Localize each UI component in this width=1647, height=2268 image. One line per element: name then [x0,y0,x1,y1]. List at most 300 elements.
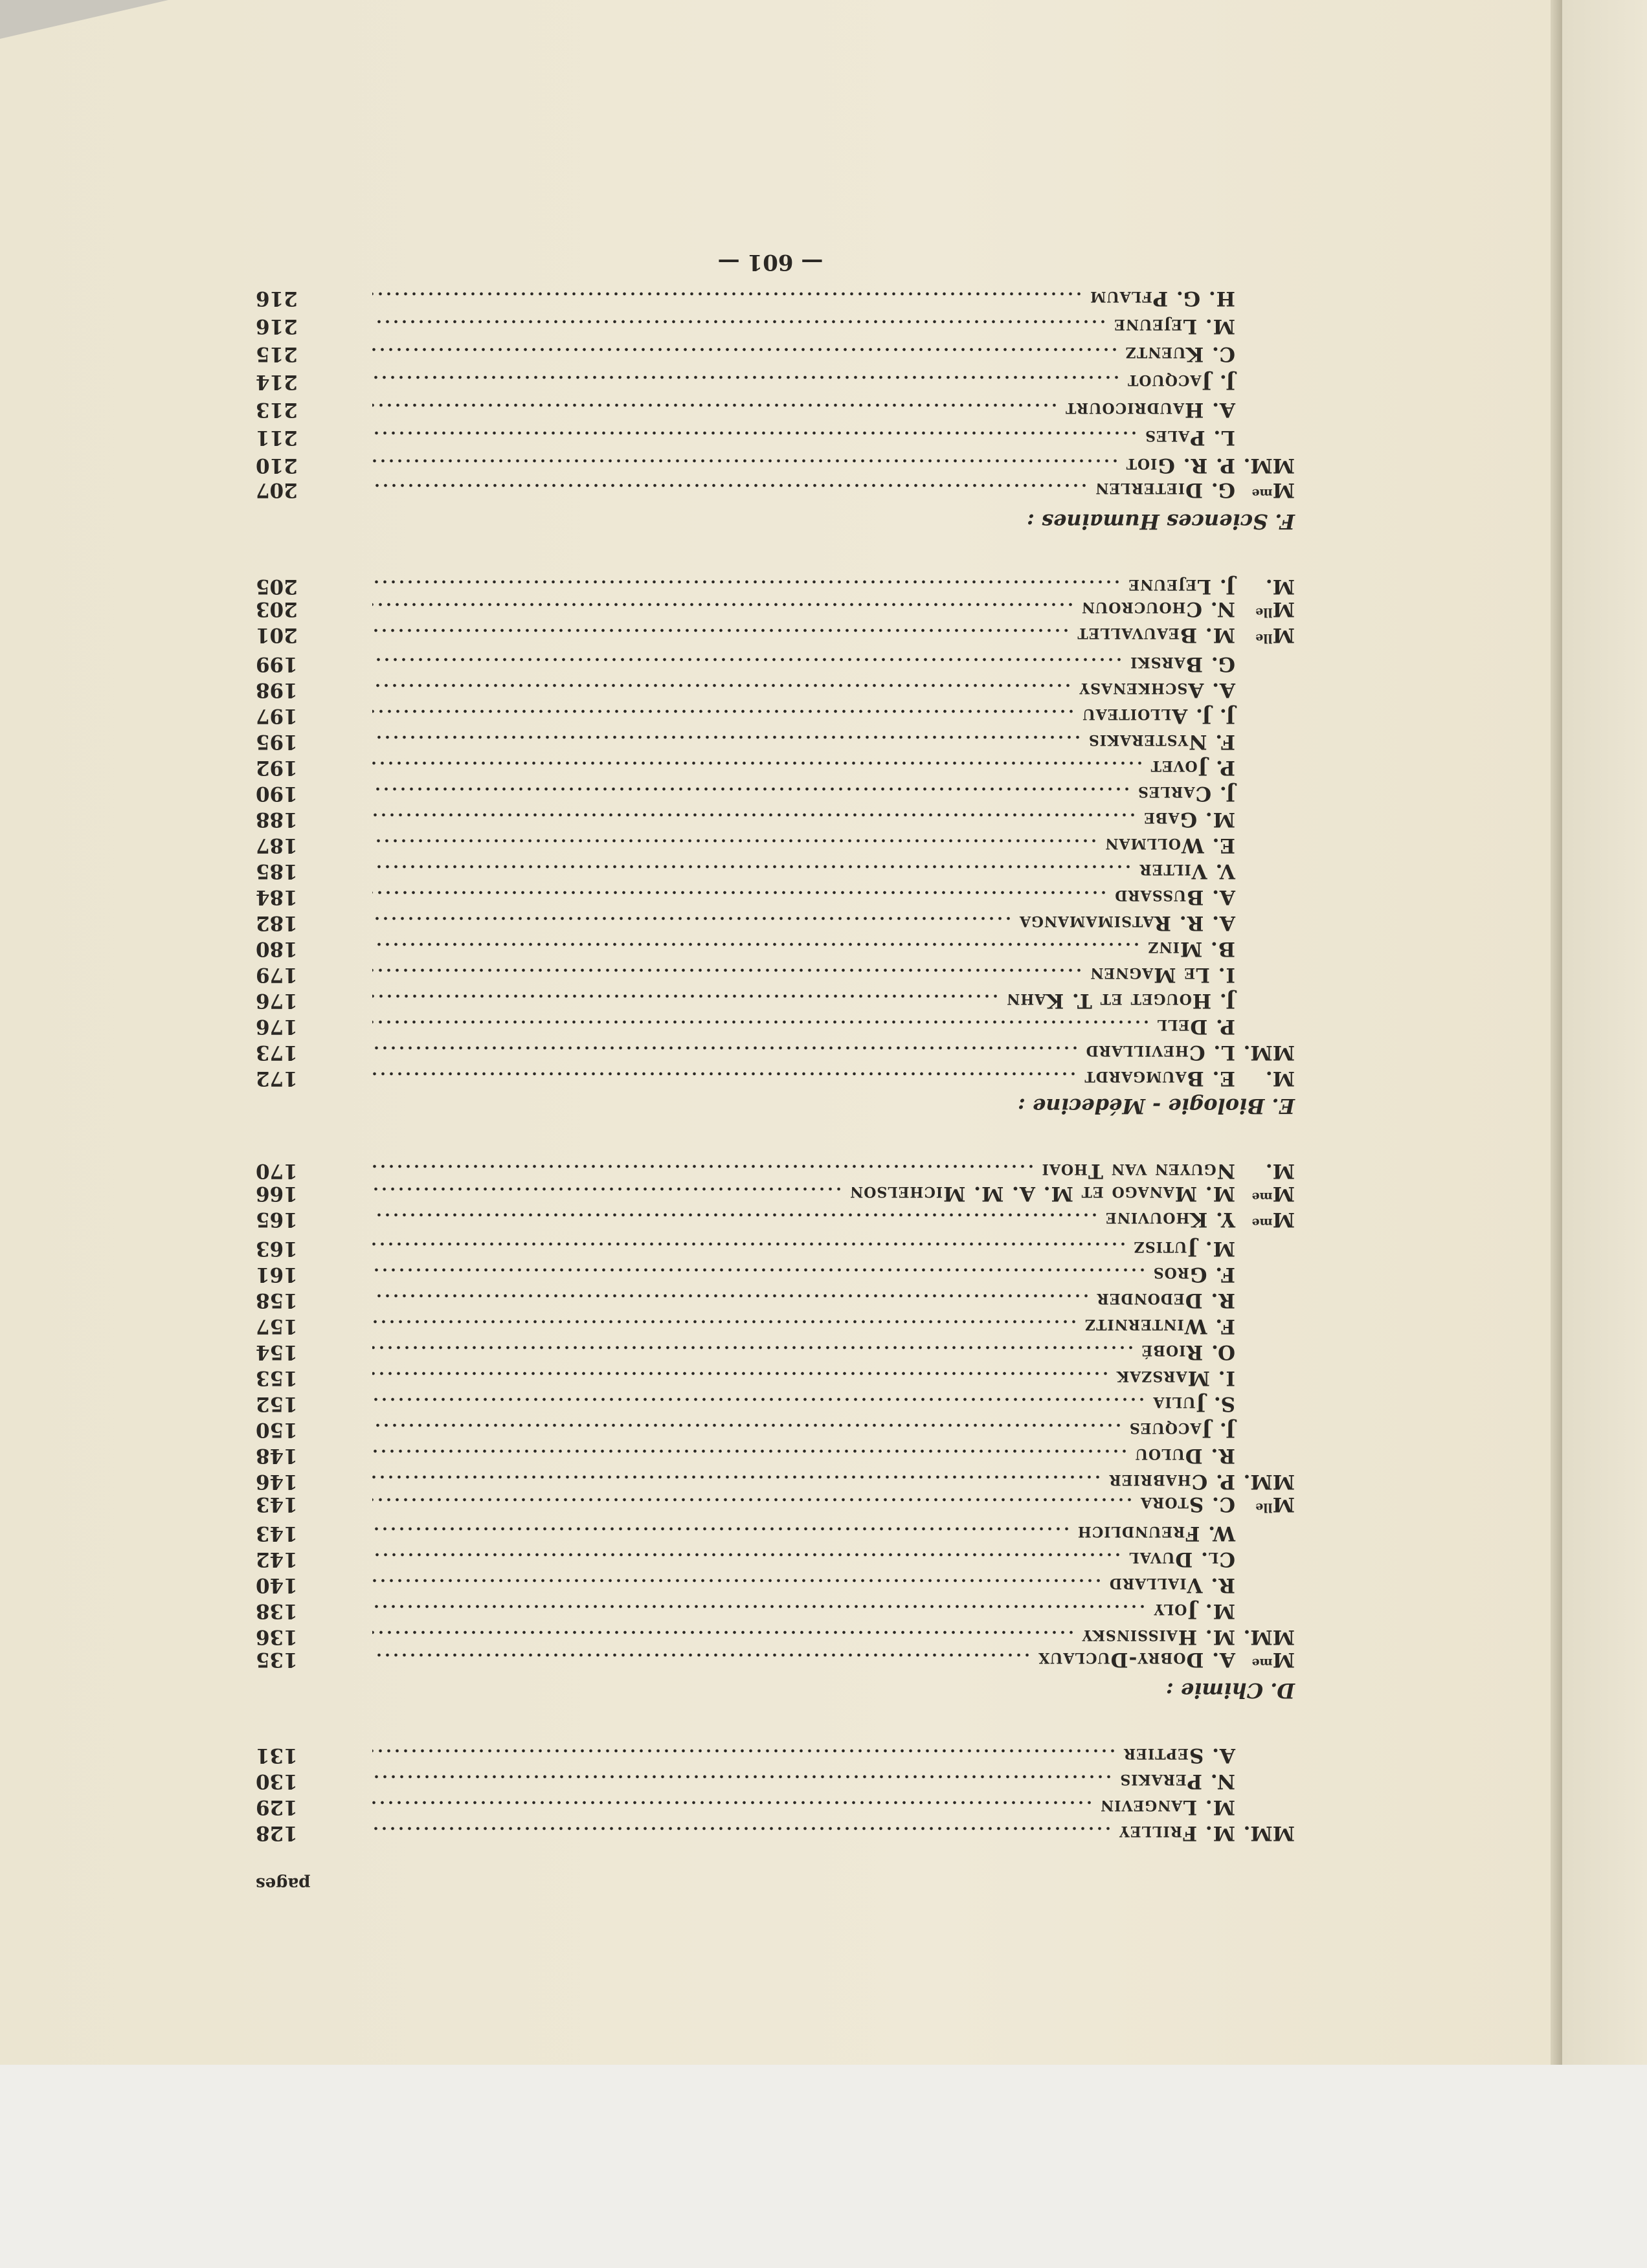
entry-title-prefix [1235,476,1295,507]
entry-title-prefix [1235,596,1295,625]
dot-leader [372,1630,1075,1634]
entry-text [366,1520,1295,1546]
page-reference: 216 [256,315,298,338]
section-header: D. Chimie : [1165,1678,1295,1703]
page-reference: 154 [256,1340,298,1364]
entry-title-prefix [1235,451,1295,479]
author-name: P. Jovet [1150,756,1235,779]
author-name: C. Kuentz [1125,342,1235,366]
author-name: N. Choucroun [1081,597,1235,621]
entry-text [366,423,1295,451]
toc-entry [246,573,1295,599]
page-reference: 170 [256,1159,298,1183]
page-reference: 187 [256,834,298,857]
page-reference: 143 [256,1493,298,1516]
entry-text [366,858,1295,884]
dot-leader [372,1423,1123,1427]
dot-leader [372,1072,1077,1076]
entry-text [366,1391,1295,1417]
entry-title-prefix [1235,1158,1295,1184]
author-name: C. Stora [1140,1493,1235,1516]
author-name: M. Jutisz [1133,1237,1235,1260]
table-of-contents [246,239,1295,1896]
toc-entry [246,395,1295,423]
page-reference: 184 [256,885,298,909]
prefix-text: M [1272,597,1295,621]
page-reference: 180 [256,937,298,961]
page-reference: 143 [256,1522,298,1545]
author-name: I. Le Magnen [1090,963,1235,986]
author-name: A. R. Ratsimamanga [1019,911,1235,935]
section-biologie-medecine [246,573,1295,1120]
toc-entry [246,755,1295,781]
dot-leader [372,865,1132,869]
author-name: M. Haissinsky [1081,1625,1235,1649]
dot-leader [372,968,1083,972]
author-name: Cl. Duval [1128,1548,1235,1571]
toc-entry [246,1572,1295,1598]
entry-text [366,1236,1295,1262]
author-name: M. Joly [1153,1599,1235,1623]
author-name: R. Dedonder [1096,1289,1235,1312]
entry-text [366,936,1295,962]
entry-text [366,340,1295,368]
entry-title-prefix [1235,1624,1295,1650]
toc-entry [246,729,1295,755]
dot-leader [372,459,1119,463]
toc-entry [246,1443,1295,1469]
dot-leader [372,348,1119,351]
dot-leader [372,1775,1113,1779]
entry-text [366,651,1295,677]
entry-text [366,284,1295,312]
toc-entry [246,1546,1295,1572]
toc-entry [246,1365,1295,1391]
toc-entry [246,1520,1295,1546]
entry-text [366,729,1295,755]
entry-text [366,1546,1295,1572]
dot-leader [372,684,1072,687]
page-reference: 135 [256,1648,298,1671]
author-name: R. Viallard [1108,1573,1235,1597]
toc-entry [246,1065,1295,1091]
dot-leader [372,431,1138,435]
author-name: L. Chevillard [1085,1041,1235,1064]
adjacent-page [1562,0,1647,2065]
page-reference: 214 [256,370,298,394]
author-name: J. Jacquot [1127,370,1235,394]
author-name: S. Julia [1152,1392,1235,1416]
page-reference: 188 [256,808,298,831]
author-name: A. Aschkenasy [1079,678,1235,702]
dot-leader [372,580,1121,584]
toc-entry [246,1495,1295,1520]
prefix-text: MM. [1243,1041,1295,1064]
page-reference: 190 [256,782,298,805]
dot-leader [372,1164,1035,1168]
entry-text [366,1768,1295,1794]
dot-leader [372,813,1137,817]
dot-leader [372,1046,1079,1050]
author-name: F. Nysterakis [1088,730,1235,753]
entry-title-prefix [1235,622,1295,651]
author-name: Nguyen van Thoai [1041,1159,1235,1183]
entry-title-prefix [1235,1206,1295,1236]
page-reference: 153 [256,1366,298,1390]
author-name: F. Winternitz [1084,1315,1235,1338]
author-name: A. Dobry-Duclaux [1038,1648,1235,1671]
prefix-text: MM. [1243,1470,1295,1493]
page-reference: 163 [256,1237,298,1260]
toc-entry [246,1313,1295,1339]
entry-text [366,884,1295,910]
entry-text [366,1287,1295,1313]
dot-leader [372,787,1131,791]
page-reference: 185 [256,860,298,883]
dot-leader [372,628,1070,632]
page-reference: 205 [256,575,298,598]
page-reference: 201 [256,623,298,647]
author-name: M. Langevin [1100,1796,1235,1819]
author-name: E. Wollman [1104,834,1235,857]
page-reference: 158 [256,1289,298,1312]
entry-text [366,910,1295,936]
toc-entry [246,832,1295,858]
toc-entry [246,284,1295,312]
author-name: L. Pales [1145,426,1235,449]
entry-text [366,1181,1295,1210]
page-reference: 207 [256,478,298,502]
toc-entry [246,910,1295,936]
page-reference: 211 [256,426,298,449]
entry-text [366,1443,1295,1469]
toc-entry [246,936,1295,962]
author-name: B. Minz [1147,937,1235,961]
entry-title-prefix [1235,1647,1295,1676]
dot-leader [372,603,1075,606]
author-name: I. Marszak [1116,1366,1235,1390]
page-reference: 142 [256,1548,298,1571]
author-name: V. Vilter [1139,860,1235,883]
author-name: A. Septier [1123,1744,1235,1767]
page-reference: 182 [256,911,298,935]
toc-entry [246,677,1295,703]
author-name: G. Barski [1130,652,1235,676]
toc-entry [246,962,1295,988]
scanner-background [0,2065,1647,2268]
dot-leader [372,292,1083,296]
section-physique-continued [246,1742,1295,1846]
author-name: J. J. Alloiteau [1082,704,1235,728]
prefix-superscript: me [1251,1656,1273,1670]
entry-title-prefix [1235,1040,1295,1065]
page-reference: 140 [256,1573,298,1597]
dot-leader [372,1346,1135,1350]
toc-entry [246,625,1295,651]
entry-text [366,395,1295,423]
toc-entry [246,312,1295,340]
entry-text [366,1572,1295,1598]
dot-leader [372,761,1144,765]
toc-entry [246,1598,1295,1624]
dot-leader [372,1653,1031,1657]
toc-entry [246,1650,1295,1676]
page-reference: 138 [256,1599,298,1623]
toc-entry [246,1184,1295,1210]
toc-entry [246,1040,1295,1065]
entry-title-prefix [1235,1820,1295,1846]
section-header: F. Sciences Humaines : [1027,509,1295,534]
toc-entry [246,651,1295,677]
author-name: J. Houget et T. Kahn [1006,989,1235,1012]
toc-entry [246,1820,1295,1846]
author-name: A. Bussard [1114,885,1235,909]
prefix-text: M. [1265,1067,1295,1090]
section-header: E. Biologie - Médecine : [1018,1094,1295,1118]
author-name: P. R. Giot [1125,454,1235,477]
page-reference: 203 [256,597,298,621]
toc-entry [246,423,1295,451]
toc-entry [246,703,1295,729]
prefix-text: M [1272,1182,1295,1205]
entry-text [366,368,1295,395]
entry-text [366,988,1295,1014]
dot-leader [372,403,1059,407]
toc-entry [246,1287,1295,1313]
toc-entry [246,368,1295,395]
author-name: N. Perakis [1119,1770,1235,1793]
page-reference: 192 [256,756,298,779]
prefix-superscript: lle [1255,1500,1273,1515]
prefix-text: M. [1265,575,1295,598]
author-name: A. Haudricourt [1065,398,1235,421]
page-reference: 129 [256,1796,298,1819]
section-chimie [246,1158,1295,1705]
dot-leader [372,1242,1127,1246]
entry-text [366,622,1295,651]
author-name: J. Carles [1137,782,1235,805]
page-reference: 197 [256,704,298,728]
sections [246,284,1295,1846]
prefix-text: M [1272,1493,1295,1516]
dot-leader [372,1801,1093,1805]
prefix-superscript: lle [1255,605,1273,619]
page-reference: 136 [256,1625,298,1649]
entry-text [366,1040,1295,1065]
entry-title-prefix [1235,1181,1295,1210]
entry-text [366,1313,1295,1339]
entry-text [366,1014,1295,1040]
dot-leader [372,1827,1112,1830]
entry-text [366,312,1295,340]
author-name: J. Jacques [1128,1418,1235,1441]
page-reference: 152 [256,1392,298,1416]
author-name: J. Lejeune [1128,575,1235,598]
entry-text [366,451,1295,479]
author-name: M. Beauvallet [1077,623,1235,647]
pages-column-label: pages [256,1874,311,1893]
toc-entry [246,1236,1295,1262]
author-name: P. Chabrier [1108,1470,1235,1493]
page-reference: 131 [256,1744,298,1767]
entry-text [366,1065,1295,1091]
toc-entry [246,1742,1295,1768]
toc-entry [246,988,1295,1014]
page-reference: 165 [256,1208,298,1231]
author-name: F. Gros [1152,1263,1235,1286]
entry-title-prefix [1235,573,1295,599]
author-name: W. Freundlich [1077,1522,1235,1545]
author-name: O. Riobé [1141,1340,1235,1364]
section-sciences-humaines [246,284,1295,536]
author-name: M. Frilley [1119,1821,1235,1845]
dot-leader [372,1213,1099,1217]
page-number: — 601 — [717,249,824,275]
page-reference: 215 [256,342,298,366]
dot-leader [372,1294,1090,1298]
entry-text [366,962,1295,988]
entry-text [366,806,1295,832]
entry-text [366,476,1295,507]
entry-title-prefix [1235,1491,1295,1520]
toc-entry [246,884,1295,910]
page-reference: 198 [256,678,298,702]
entry-text [366,1491,1295,1520]
dot-leader [372,1268,1147,1272]
entry-title-prefix [1235,1065,1295,1091]
dot-leader [372,1397,1146,1401]
prefix-text: M [1272,1648,1295,1671]
dot-leader [372,839,1098,843]
author-name: H. G. Pflaum [1090,287,1235,310]
dot-leader [372,1527,1071,1531]
dot-leader [372,1020,1150,1024]
dot-leader [372,1475,1102,1479]
author-name: E. Baumgardt [1084,1067,1235,1090]
prefix-text: MM. [1243,1821,1295,1845]
page-reference: 166 [256,1182,298,1205]
toc-entry [246,451,1295,479]
dot-leader [372,1449,1128,1453]
toc-entry [246,1014,1295,1040]
prefix-text: M. [1265,1159,1295,1183]
author-name: M. Gabe [1143,808,1235,831]
author-name: M. Manago et M. A. M. Michelson [849,1182,1235,1205]
toc-entry [246,1158,1295,1184]
entry-title-prefix [1235,1469,1295,1495]
toc-entry [246,1768,1295,1794]
toc-entry [246,781,1295,806]
toc-entry [246,1624,1295,1650]
toc-entry [246,1469,1295,1495]
dot-leader [372,1579,1103,1583]
prefix-text: MM. [1243,1625,1295,1649]
entry-text [366,1647,1295,1676]
page-reference: 157 [256,1315,298,1338]
entry-text [366,677,1295,703]
page-reference: 150 [256,1418,298,1441]
dot-leader [372,1553,1122,1557]
author-name: M. Lejeune [1114,315,1235,338]
toc-entry [246,1210,1295,1236]
dot-leader [372,994,1000,998]
dot-leader [372,1749,1117,1753]
entry-text [366,1469,1295,1495]
page-reference: 148 [256,1444,298,1467]
dot-leader [372,735,1082,739]
dot-leader [372,320,1107,324]
toc-entry [246,858,1295,884]
toc-entry [246,1391,1295,1417]
author-name: R. Dulou [1134,1444,1235,1467]
page-reference: 213 [256,398,298,421]
prefix-superscript: me [1251,1190,1273,1204]
entry-text [366,832,1295,858]
prefix-text: MM. [1243,454,1295,477]
page-reference: 161 [256,1263,298,1286]
toc-entry [246,1262,1295,1287]
author-name: G. Dieterlen [1095,478,1235,502]
page-reference: 176 [256,1015,298,1038]
entry-text [366,596,1295,625]
dot-leader [372,1320,1078,1324]
toc-entry [246,479,1295,507]
entry-text [366,1742,1295,1768]
page-reference: 216 [256,287,298,310]
dot-leader [372,1605,1147,1608]
dot-leader [372,1498,1134,1502]
page-reference: 173 [256,1041,298,1064]
page-reference: 199 [256,652,298,676]
dot-leader [372,709,1075,713]
dot-leader [372,1372,1110,1375]
dot-leader [372,375,1121,379]
entry-text [366,1624,1295,1650]
page-reference: 146 [256,1470,298,1493]
entry-text [366,1365,1295,1391]
entry-text [366,1206,1295,1236]
entry-text [366,1794,1295,1820]
entry-text [366,1262,1295,1287]
prefix-text: M [1272,623,1295,647]
toc-entry [246,1339,1295,1365]
prefix-superscript: me [1251,1216,1273,1230]
dot-leader [372,1187,843,1191]
page-reference: 179 [256,963,298,986]
author-name: Y. Khouvine [1104,1208,1235,1231]
page-reference: 172 [256,1067,298,1090]
prefix-text: M [1272,1208,1295,1231]
prefix-superscript: me [1251,486,1273,500]
prefix-superscript: lle [1255,631,1273,645]
entry-text [366,1820,1295,1846]
entry-text [366,781,1295,806]
prefix-text: M [1272,478,1295,502]
author-name: P. Dell [1156,1015,1235,1038]
toc-entry [246,599,1295,625]
toc-entry [246,1417,1295,1443]
page-reference: 195 [256,730,298,753]
entry-text [366,1598,1295,1624]
page-reference: 176 [256,989,298,1012]
dot-leader [372,942,1141,946]
entry-text [366,1417,1295,1443]
toc-entry [246,340,1295,368]
page-reference: 210 [256,454,298,477]
entry-text [366,1339,1295,1365]
entry-text [366,1158,1295,1184]
toc-entry [246,806,1295,832]
